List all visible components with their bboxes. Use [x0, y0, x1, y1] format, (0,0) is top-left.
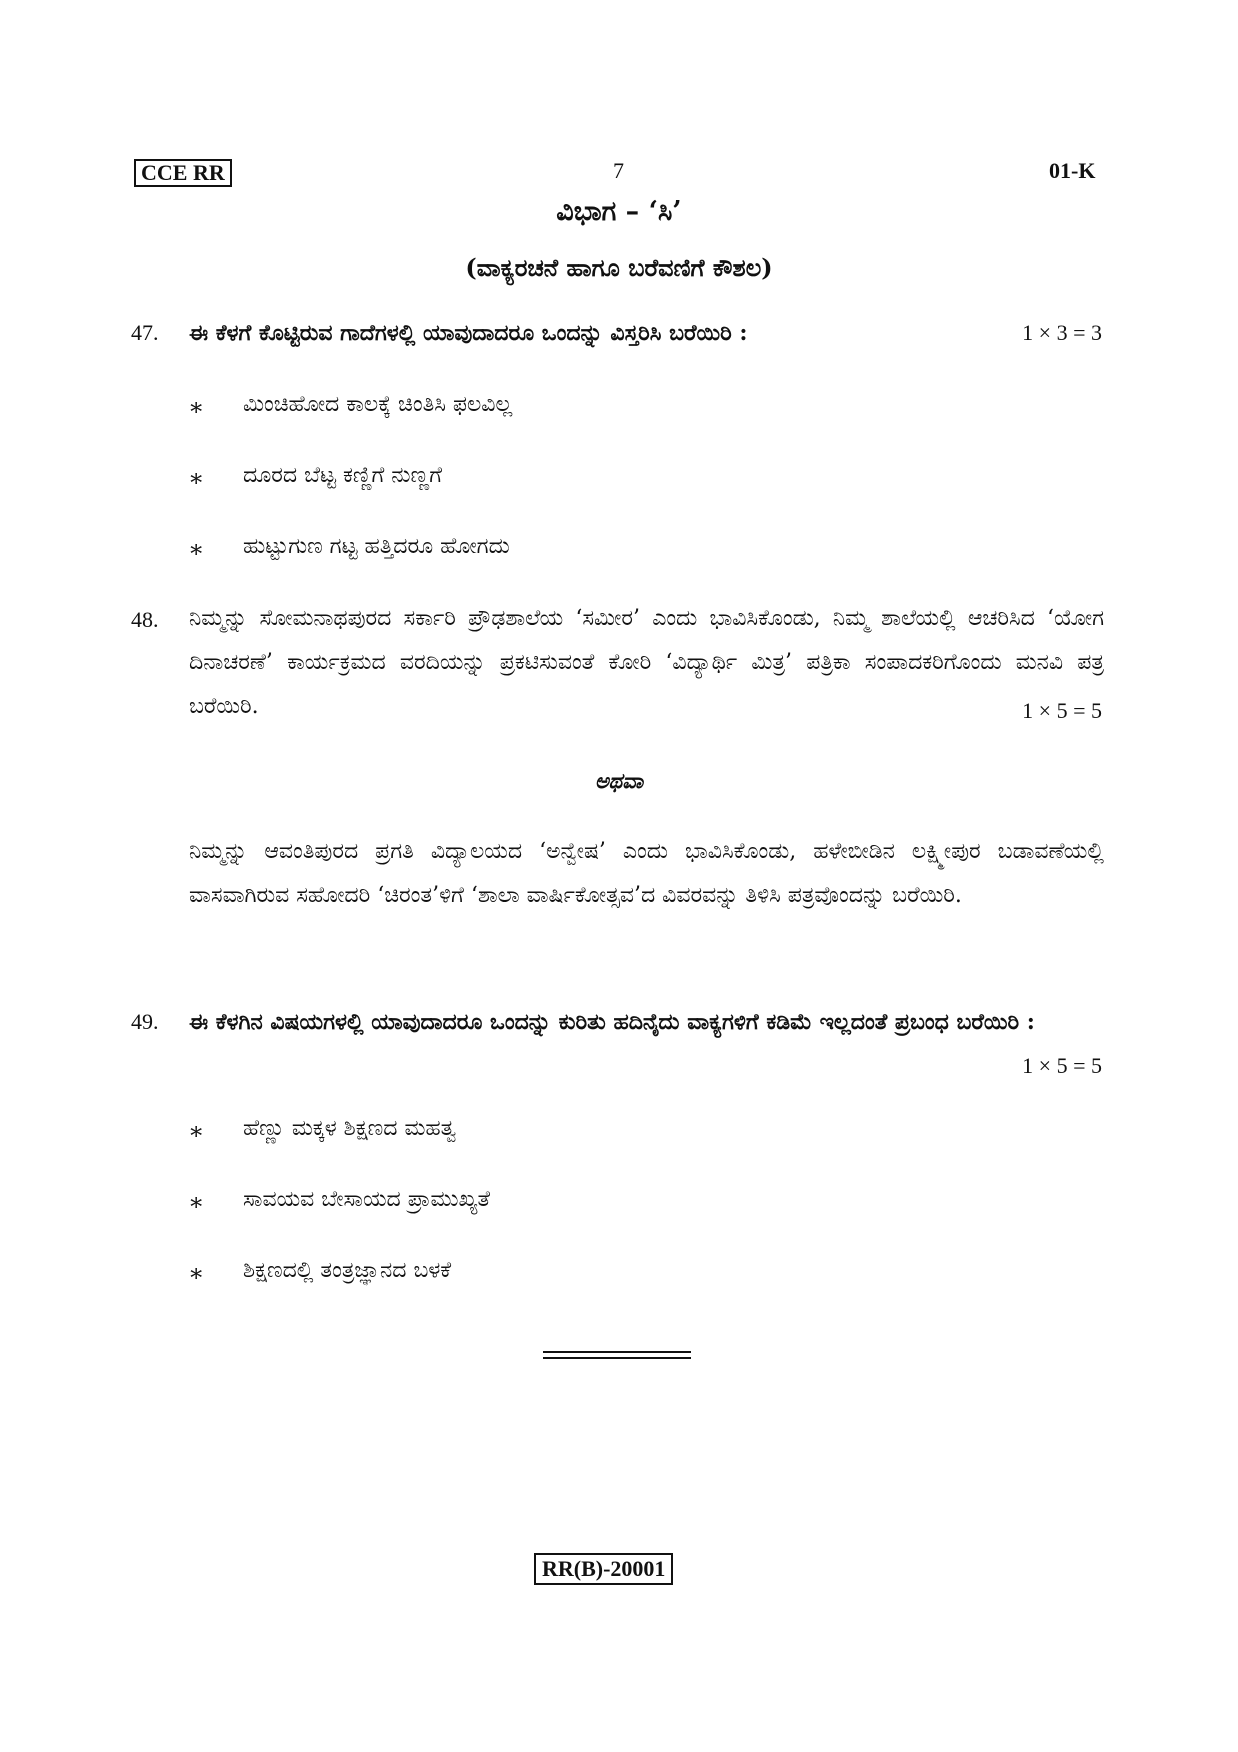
bullet-icon: ∗ [188, 464, 205, 492]
question-marks: 1 × 5 = 5 [1022, 698, 1102, 723]
section-title: ವಿಭಾಗ – ‘ಸಿ’ [556, 196, 682, 227]
section-subtitle: (ವಾಕ್ಯರಚನೆ ಹಾಗೂ ಬರೆವಣಿಗೆ ಕೌಶಲ) [465, 253, 773, 282]
rule-line [543, 1357, 691, 1359]
list-item: ಹೆಣ್ಣು ಮಕ್ಕಳ ಶಿಕ್ಷಣದ ಮಹತ್ವ [243, 1116, 457, 1141]
alternative-question-text: ನಿಮ್ಮನ್ನು ಆವಂತಿಪುರದ ಪ್ರಗತಿ ವಿದ್ಯಾಲಯದ ‘ಅನ್ವೇಷ’ ಎಂದು ಭಾವಿಸಿಕೊಂಡು, ಹಳೇಬೀಡಿನ ಲಕ್ಷ್ಮೀಪುರ ಬಡಾವಣೆಯಲ್ಲಿ ವಾಸವಾಗಿರುವ ಸಹೋದರಿ ‘ಚಿರಂತ’ಳಿಗೆ ‘ಶಾಲಾ ವಾರ್ಷಿಕೋತ್ಸವ’ದ ವಿವರವನ್ನು ತಿಳಿಸಿ ಪತ್ರವೊಂದನ್ನು ಬರೆಯಿರಿ. [189, 839, 1104, 908]
question-number: 49. [131, 1009, 159, 1034]
question-text: ನಿಮ್ಮನ್ನು ಸೋಮನಾಥಪುರದ ಸರ್ಕಾರಿ ಪ್ರೌಢಶಾಲೆಯ ‘ಸಮೀರ’ ಎಂದು ಭಾವಿಸಿಕೊಂಡು, ನಿಮ್ಮ ಶಾಲೆಯಲ್ಲಿ ಆಚರಿಸಿದ ‘ಯೋಗ ದಿನಾಚರಣೆ’ ಕಾರ್ಯಕ್ರಮದ ವರದಿಯನ್ನು ಪ್ರಕಟಿಸುವಂತೆ ಕೋರಿ ‘ವಿದ್ಯಾರ್ಥಿ ಮಿತ್ರ’ ಪತ್ರಿಕಾ ಸಂಪಾದಕರಿಗೊಂದು ಮನವಿ ಪತ್ರ ಬರೆಯಿರಿ. [189, 606, 1104, 719]
footer-code: RR(B)-20001 [534, 1553, 673, 1585]
page-number: 7 [613, 158, 624, 183]
question-marks: 1 × 3 = 3 [1022, 320, 1102, 345]
list-item: ದೂರದ ಬೆಟ್ಟ ಕಣ್ಣಿಗೆ ನುಣ್ಣಗೆ [243, 463, 443, 488]
paper-code-right: 01-K [1049, 158, 1096, 183]
list-item: ಹುಟ್ಟುಗುಣ ಗಟ್ಟ ಹತ್ತಿದರೂ ಹೋಗದು [243, 534, 510, 559]
question-number: 47. [131, 320, 159, 345]
list-item: ಶಿಕ್ಷಣದಲ್ಲಿ ತಂತ್ರಜ್ಞಾನದ ಬಳಕೆ [243, 1258, 452, 1283]
question-prompt: ಈ ಕೆಳಗಿನ ವಿಷಯಗಳಲ್ಲಿ ಯಾವುದಾದರೂ ಒಂದನ್ನು ಕುರಿತು ಹದಿನೈದು ವಾಕ್ಯಗಳಿಗೆ ಕಡಿಮೆ ಇಲ್ಲದಂತೆ ಪ್ರಬಂಧ ಬರೆಯಿರಿ : [189, 1009, 1035, 1035]
question-number: 48. [131, 607, 159, 632]
rule-line [543, 1351, 691, 1353]
bullet-icon: ∗ [188, 1117, 205, 1145]
question-prompt: ಈ ಕೆಳಗೆ ಕೊಟ್ಟಿರುವ ಗಾದೆಗಳಲ್ಲಿ ಯಾವುದಾದರೂ ಒಂದನ್ನು ವಿಸ್ತರಿಸಿ ಬರೆಯಿರಿ : [189, 320, 748, 346]
question-marks: 1 × 5 = 5 [1022, 1053, 1102, 1078]
bullet-icon: ∗ [188, 393, 205, 421]
bullet-icon: ∗ [188, 1188, 205, 1216]
bullet-icon: ∗ [188, 535, 205, 563]
bullet-icon: ∗ [188, 1259, 205, 1287]
or-separator: ಅಥವಾ [594, 768, 644, 793]
list-item: ಮಿಂಚಿಹೋದ ಕಾಲಕ್ಕೆ ಚಿಂತಿಸಿ ಫಲವಿಲ್ಲ [243, 392, 513, 417]
paper-code-left: CCE RR [134, 159, 232, 187]
list-item: ಸಾವಯವ ಬೇಸಾಯದ ಪ್ರಾಮುಖ್ಯತೆ [243, 1187, 491, 1212]
